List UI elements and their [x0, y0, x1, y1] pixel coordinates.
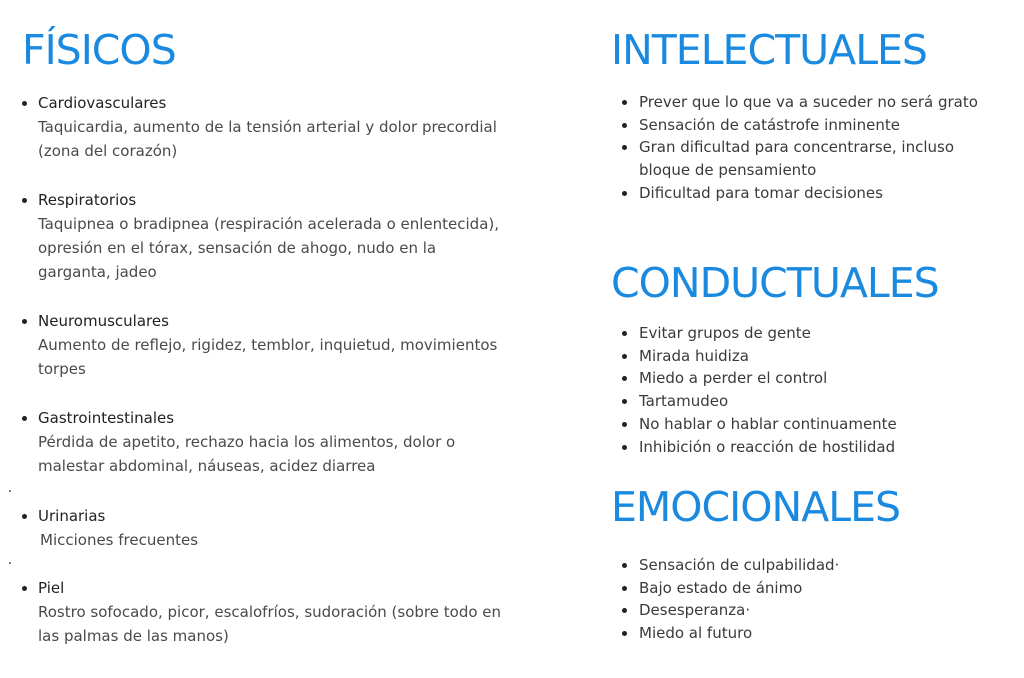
- heading-conductuales: CONDUCTUALES: [611, 259, 939, 307]
- list-item: [622, 136, 1002, 181]
- list-item-text: Gran dificultad para concentrarse, incluso bloque de pensamiento: [639, 138, 955, 180]
- bullet-icon: [22, 416, 27, 421]
- item-description: Pérdida de apetito, rechazo hacia los alimentos, dolor o malestar abdominal, náuseas, acidez diarrea: [38, 433, 456, 475]
- bullet-icon: [622, 563, 627, 568]
- stray-mark: [9, 562, 11, 564]
- heading-emocionales: EMOCIONALES: [611, 483, 901, 531]
- item-title: Cardiovasculares: [38, 94, 167, 112]
- list-conductuales: [622, 322, 1002, 458]
- list-item-text: Bajo estado de ánimo: [639, 578, 803, 597]
- bullet-icon: [622, 376, 627, 381]
- list-item: [622, 390, 1002, 413]
- bullet-icon: [22, 319, 27, 324]
- bullet-icon: [622, 586, 627, 591]
- item-description: Aumento de reflejo, rigidez, temblor, inquietud, movimientos torpes: [38, 336, 498, 378]
- item-description: Taquicardia, aumento de la tensión arterial y dolor precordial (zona del corazón): [38, 118, 497, 160]
- item-title: Urinarias: [38, 507, 106, 525]
- list-item: [622, 599, 1002, 622]
- item-description: Taquipnea o bradipnea (respiración acelerada o enlentecida), opresión en el tórax, sensación de ahogo, nudo en la garganta, jadeo: [38, 215, 500, 281]
- list-item-gastrointestinales: [22, 407, 522, 478]
- list-item: [622, 436, 1002, 459]
- bullet-icon: [622, 422, 627, 427]
- stray-mark: [9, 490, 11, 492]
- bullet-icon: [622, 123, 627, 128]
- heading-intelectuales: INTELECTUALES: [611, 26, 927, 74]
- list-intelectuales: [622, 91, 1002, 205]
- list-item: [622, 345, 1002, 368]
- list-item: [622, 622, 1002, 645]
- bullet-icon: [622, 191, 627, 196]
- list-item-text: Evitar grupos de gente: [639, 324, 811, 342]
- list-item: [622, 413, 1002, 436]
- item-title: Gastrointestinales: [38, 409, 175, 427]
- bullet-icon: [622, 608, 627, 613]
- list-item-text: No hablar o hablar continuamente: [639, 414, 897, 433]
- bullet-icon: [622, 399, 627, 404]
- list-item-text: Miedo a perder el control: [639, 369, 828, 388]
- list-item-text: Dificultad para tomar decisiones: [639, 183, 883, 202]
- list-item-text: Mirada huidiza: [639, 346, 749, 365]
- item-description: Micciones frecuentes: [40, 531, 199, 549]
- heading-fisicos: FÍSICOS: [22, 26, 176, 74]
- list-item: [622, 114, 1002, 137]
- item-title: Piel: [38, 579, 65, 597]
- bullet-icon: [22, 514, 27, 519]
- list-item: [622, 91, 1002, 114]
- list-item-urinarias: [22, 505, 522, 552]
- bullet-icon: [622, 631, 627, 636]
- item-title: Neuromusculares: [38, 312, 169, 330]
- list-item-text: Sensación de culpabilidad·: [639, 556, 840, 574]
- list-item-text: Tartamudeo: [639, 392, 729, 411]
- list-item: [622, 554, 1002, 577]
- list-item-piel: [22, 577, 522, 648]
- list-item: [622, 322, 1002, 345]
- list-item-text: Desesperanza·: [639, 601, 751, 620]
- list-item-cardiovasculares: [22, 92, 522, 163]
- item-description: Rostro sofocado, picor, escalofríos, sudoración (sobre todo en las palmas de las manos): [38, 603, 502, 645]
- list-item-respiratorios: [22, 189, 522, 284]
- bullet-icon: [622, 145, 627, 150]
- bullet-icon: [622, 354, 627, 359]
- list-item: [622, 182, 1002, 205]
- list-item-text: Prever que lo que va a suceder no será grato: [639, 93, 978, 111]
- bullet-icon: [22, 586, 27, 591]
- bullet-icon: [22, 101, 27, 106]
- bullet-icon: [622, 331, 627, 336]
- bullet-icon: [622, 445, 627, 450]
- list-item-text: Inhibición o reacción de hostilidad: [639, 437, 896, 456]
- list-item: [622, 367, 1002, 390]
- bullet-icon: [622, 100, 627, 105]
- bullet-icon: [22, 198, 27, 203]
- list-item: [622, 577, 1002, 600]
- list-item-text: Sensación de catástrofe inminente: [639, 115, 900, 134]
- list-item-neuromusculares: [22, 310, 522, 381]
- item-title: Respiratorios: [38, 191, 137, 209]
- list-emocionales: [622, 554, 1002, 645]
- list-item-text: Miedo al futuro: [639, 624, 753, 643]
